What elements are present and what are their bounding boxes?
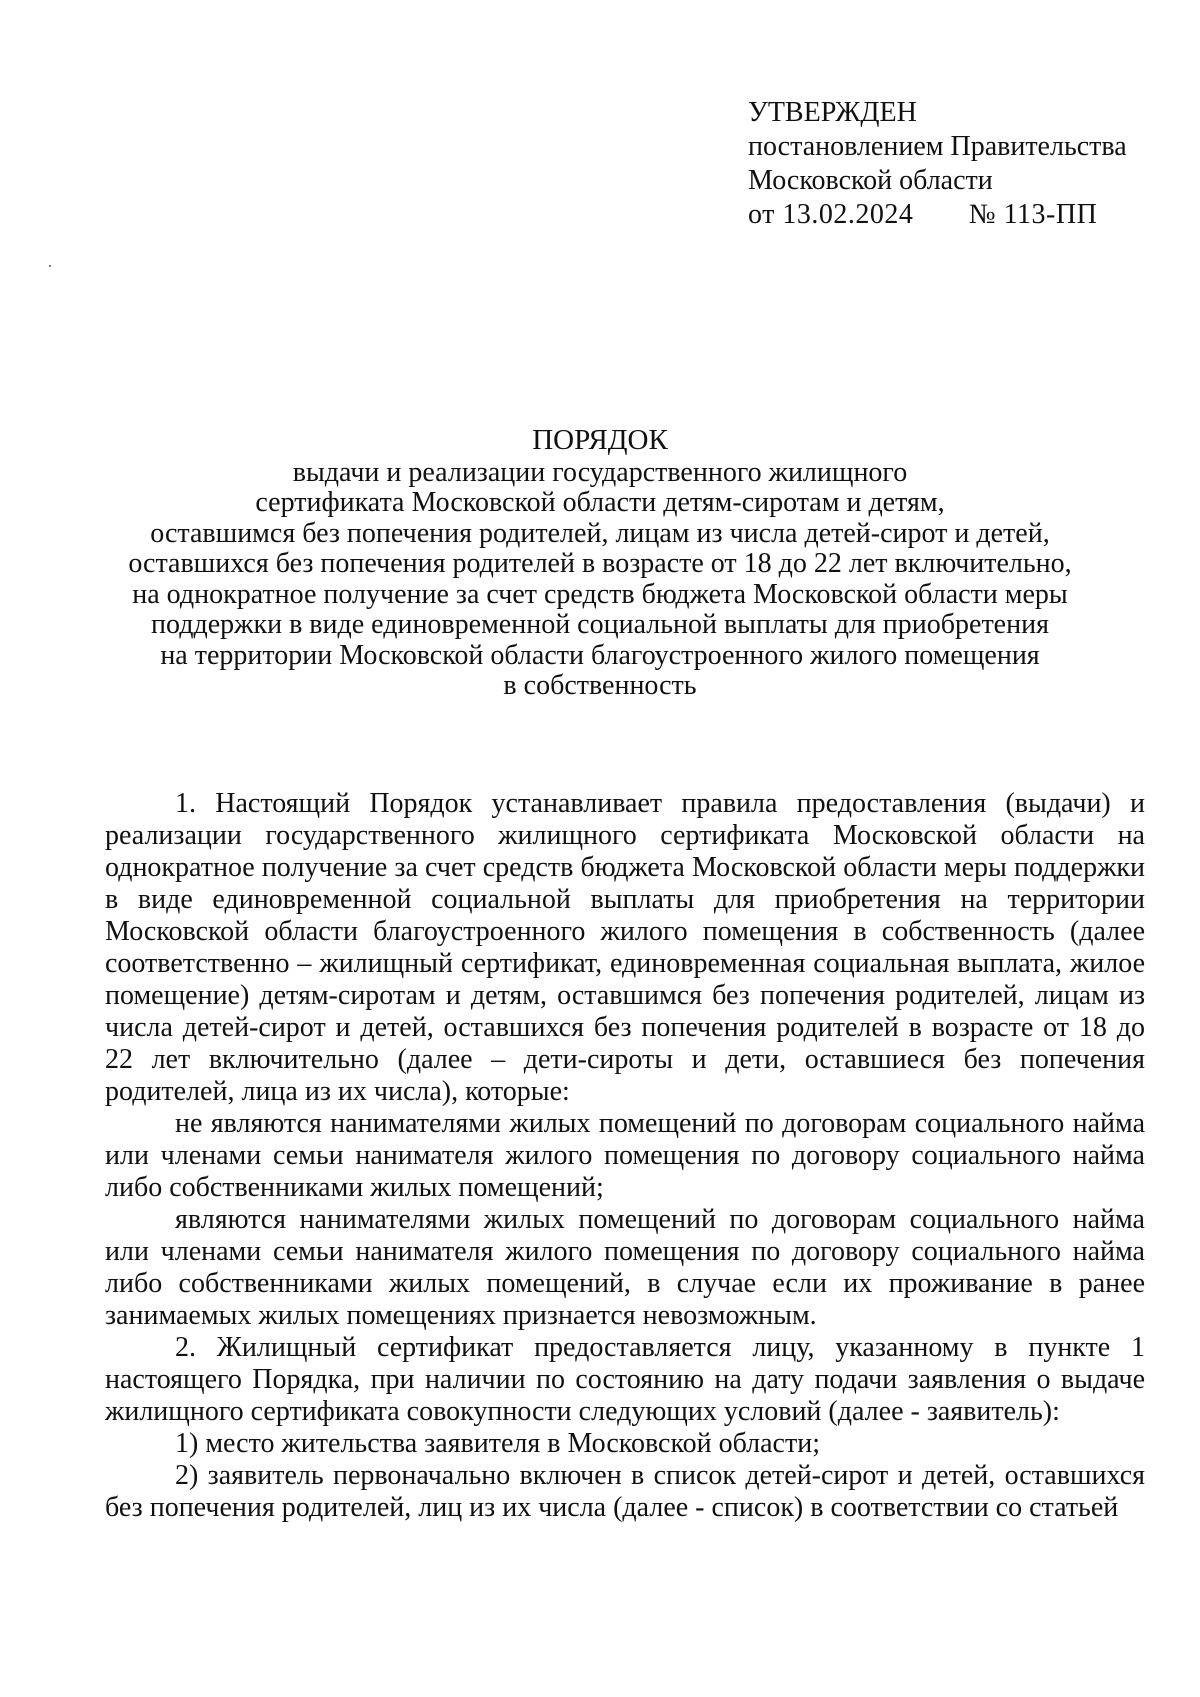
paragraph-2-condition-2: 2) заявитель первоначально включен в список детей-сирот и детей, оставшихся без попечения родителей, лиц из их числа (далее - список) в соответствии со статьей [105,1460,1145,1523]
title-line: на территории Московской области благоустроенного жилого помещения [160,639,1040,671]
date-prefix: от [748,199,775,230]
scan-speck [49,265,51,267]
document-title [100,425,1100,702]
approval-date-line [748,198,1168,232]
title-line: оставшихся без попечения родителей в возрасте от 18 до 22 лет включительно, [128,548,1072,579]
approval-stamp [748,96,1168,232]
title-line: в собственность [503,670,697,701]
approval-line-1: постановлением Правительства [748,131,1127,162]
paragraph-1-item-a: не являются нанимателями жилых помещений по договорам социального найма или членами семьи нанимателя жилого помещения по договору социального найма либо собственниками жилых помещений; [105,1108,1145,1203]
approval-number: 113-ПП [1003,199,1098,230]
title-heading: ПОРЯДОК [532,424,668,456]
approval-line-2: Московской области [748,165,993,196]
number-sign: № [968,199,997,230]
paragraph-1: 1. Настоящий Порядок устанавливает правила предоставления (выдачи) и реализации государственного жилищного сертификата Московской области на однократное получение за счет средств бюджета Московской области меры поддержки в виде единовременной социальной выплаты для приобретения на территории Московской области благоустроенного жилого помещения в собственность (далее соответственно – жилищный сертификат, единовременная социальная выплата, жилое помещение) детям-сиротам и детям, оставшимся без попечения родителей, лицам из числа детей-сирот и детей, оставшихся без попечения родителей в возрасте от 18 до 22 лет включительно (далее – дети-сироты и дети, оставшиеся без попечения родителей, лица из их числа), которые: [105,788,1145,1107]
title-line: оставшимся без попечения родителей, лицам из числа детей-сирот и детей, [150,517,1050,549]
paragraph-2: 2. Жилищный сертификат предоставляется лицу, указанному в пункте 1 настоящего Порядка, при наличии по состоянию на дату подачи заявления о выдаче жилищного сертификата совокупности следующих условий (далее - заявитель): [105,1332,1145,1427]
approved-label: УТВЕРЖДЕН [748,97,917,128]
title-line: на однократное получение за счет средств бюджета Московской области меры [132,578,1068,610]
title-subtitle [100,458,1100,702]
paragraph-2-condition-1: 1) место жительства заявителя в Московской области; [175,1428,820,1459]
approval-date: 13.02.2024 [782,199,914,230]
title-line: выдачи и реализации государственного жилищного [292,456,908,488]
title-line: сертификата Московской области детям-сиротам и детям, [255,487,945,518]
title-line: поддержки в виде единовременной социальной выплаты для приобретения [151,609,1049,640]
paragraph-1-item-b: являются нанимателями жилых помещений по договорам социального найма или членами семьи нанимателя жилого помещения по договору социального найма либо собственниками жилых помещений, в случае если их проживание в ранее занимаемых жилых помещениях признается невозможным. [105,1204,1145,1331]
document-body [105,788,1145,1524]
